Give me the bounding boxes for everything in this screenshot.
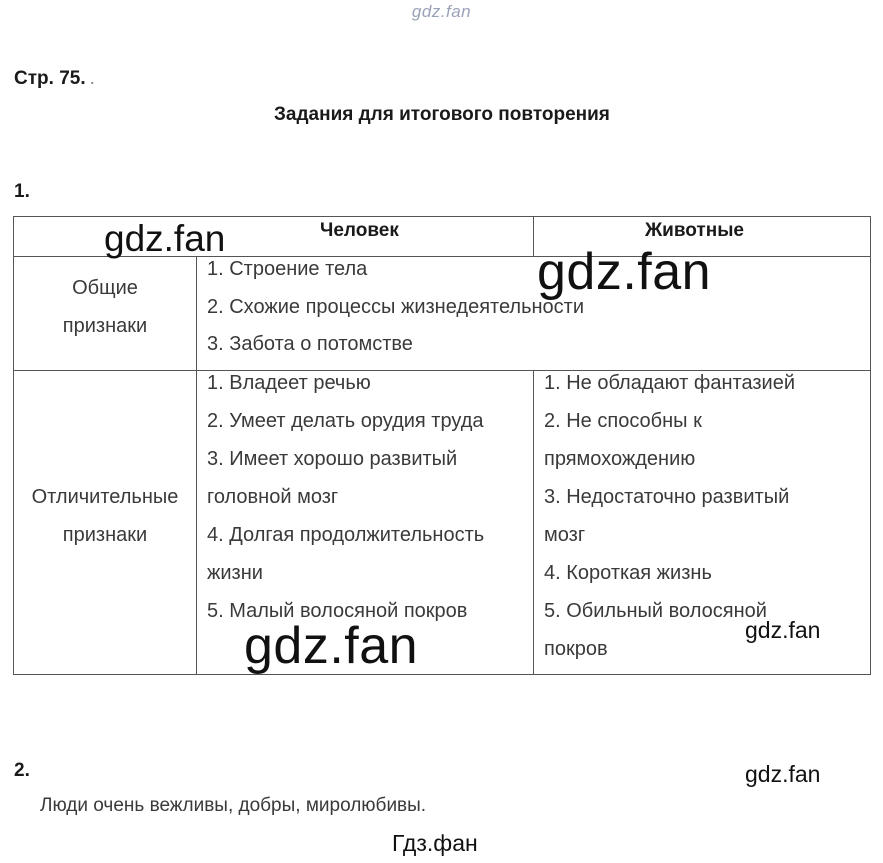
watermark: gdz.fan [244,617,419,675]
table-header-column-divider [533,216,534,257]
watermark: gdz.fan [104,218,226,259]
human-trait: головной мозг [207,486,339,508]
header-human: Человек [320,220,399,241]
task-2-number: 2. [14,760,30,781]
common-feature: 3. Забота о потомстве [207,333,413,355]
animal-trait: 2. Не способны к [544,410,702,432]
animal-trait: 1. Не обладают фантазией [544,372,795,394]
row-label-distinctive: Отличительные [31,486,179,508]
watermark: gdz.fan [745,617,821,643]
animal-trait: 3. Недостаточно развитый [544,486,790,508]
table-border-bottom [13,674,871,675]
table-border-top [13,216,871,217]
task-1-number: 1. [14,181,30,202]
animal-trait: прямохождению [544,448,696,470]
animal-trait: мозг [544,524,586,546]
header-watermark: gdz.fan [411,2,472,21]
human-trait: 5. Малый волосяной покров [207,600,468,622]
animal-trait: 5. Обильный волосяной [544,600,767,622]
table-border-right [870,216,871,675]
table-column-divider [533,370,534,675]
page-reference-text: Стр. 75. [14,68,86,89]
common-feature: 2. Схожие процессы жизнедеятельности [207,296,585,318]
row-label-common: Общие [72,277,138,299]
task-2-answer: Люди очень вежливы, добры, миролюбивы. [40,795,427,816]
human-trait: 1. Владеет речью [207,372,371,394]
page-reference [14,68,95,90]
human-trait: 3. Имеет хорошо развитый [207,448,458,470]
animal-trait: 4. Короткая жизнь [544,562,712,584]
human-trait: жизни [207,562,263,584]
common-feature: 1. Строение тела [207,258,368,280]
section-title: Задания для итогового повторения [274,104,610,125]
row-label-common: признаки [62,315,148,337]
watermark: gdz.fan [745,761,821,787]
watermark: gdz.fan [537,243,712,301]
human-trait: 2. Умеет делать орудия труда [207,410,484,432]
human-trait: 4. Долгая продолжительность [207,524,485,546]
footer-watermark: Гдз.фан [392,830,478,856]
row-label-distinctive: признаки [62,524,148,546]
table-label-divider [196,256,197,675]
header-animals: Животные [645,220,744,241]
page-reference-mark: . [89,68,95,89]
animal-trait: покров [544,638,608,660]
table-row-divider [13,370,871,371]
